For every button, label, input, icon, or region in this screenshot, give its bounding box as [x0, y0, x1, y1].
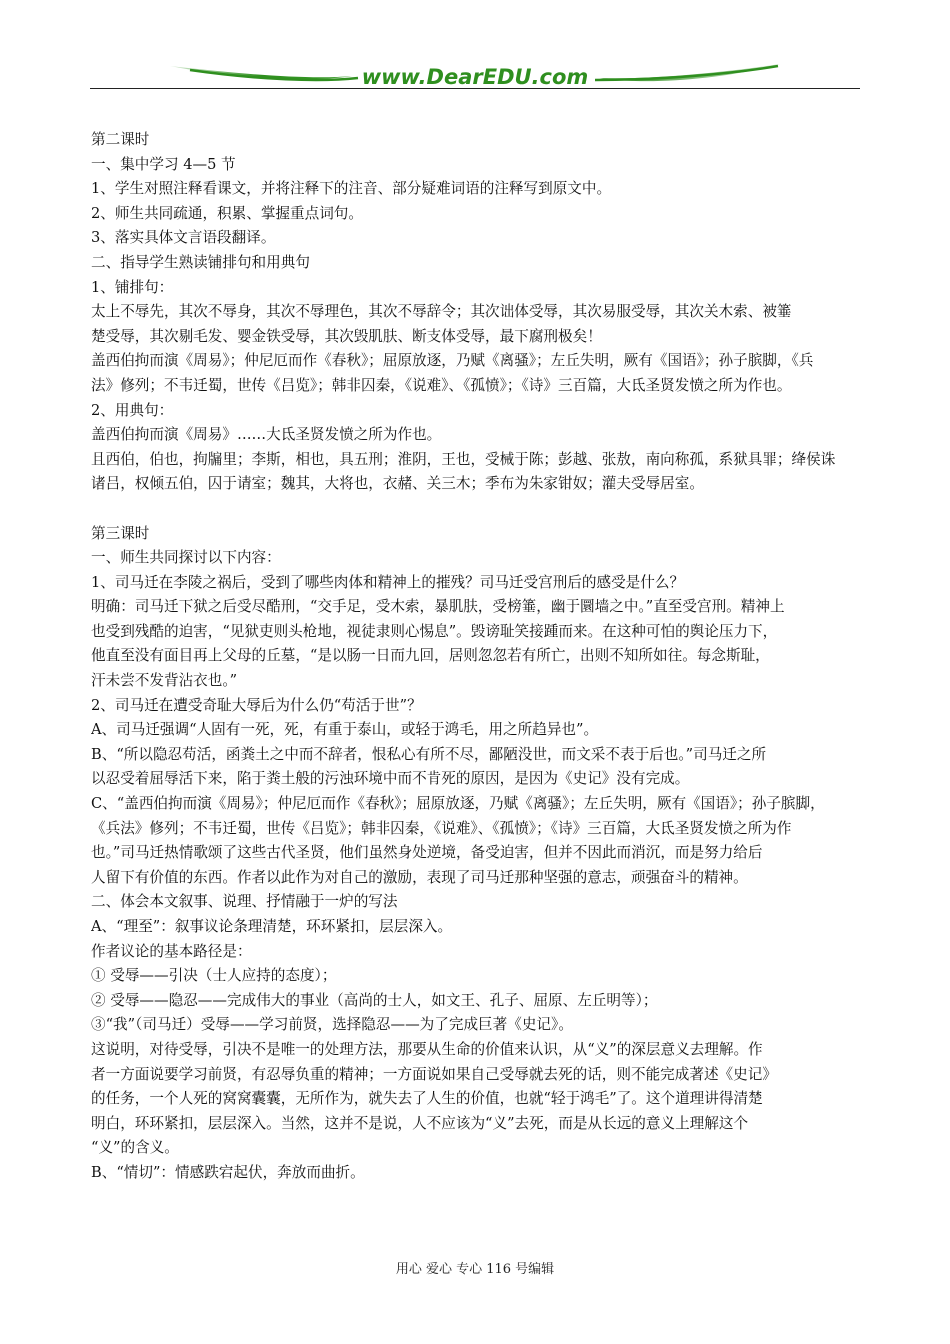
text-line: 他直至没有面目再上父母的丘墓，“是以肠一日而九回，居则忽忽若有所亡，出则不知所如往。每念斯耻， — [91, 647, 770, 665]
header-divider — [90, 88, 860, 89]
text-line: 汗未尝不发背沾衣也。” — [91, 672, 238, 690]
text-line: 楚受辱，其次剔毛发、婴金铁受辱，其次毁肌肤、断支体受辱，最下腐刑极矣！ — [91, 327, 602, 345]
text-line: 也。”司马迁热情歌颂了这些古代圣贤，他们虽然身处逆境，备受迫害，但并不因此而消沉，而是努力给后 — [91, 844, 763, 862]
text-line: ① 受辱——引决（士人应持的态度）； — [91, 967, 337, 985]
text-line: 诸吕，权倾五伯，囚于请室；魏其，大将也，衣赭、关三木；季布为朱家钳奴；灌夫受辱居室。 — [91, 475, 704, 493]
text-line: 二、指导学生熟读铺排句和用典句 — [91, 253, 310, 271]
text-line: 者一方面说要学习前贤，有忍辱负重的精神；一方面说如果自己受辱就去死的话，则不能完成著述《史记》 — [91, 1065, 777, 1083]
text-line: C、“盖西伯拘而演《周易》；仲尼厄而作《春秋》；屈原放逐，乃赋《离骚》；左丘失明，厥有《国语》；孙子膑脚， — [91, 795, 825, 813]
text-line: A、司马迁强调“人固有一死，死，有重于泰山，或轻于鸿毛，用之所趋异也”。 — [91, 721, 599, 739]
text-line: 一、集中学习 4—5 节 — [91, 155, 236, 173]
text-line: 太上不辱先，其次不辱身，其次不辱理色，其次不辱辞令；其次诎体受辱，其次易服受辱，其次关木索、被箠 — [91, 303, 792, 321]
text-line: 2、师生共同疏通，积累、掌握重点词句。 — [91, 204, 363, 222]
text-line: 明确：司马迁下狱之后受尽酷刑，“交手足，受木索，暴肌肤，受榜箠，幽于圜墙之中。”直至受宫刑。精神上 — [91, 598, 785, 616]
text-line: 2、司马迁在遭受奇耻大辱后为什么仍“苟活于世”？ — [91, 696, 422, 714]
text-line: B、“所以隐忍苟活，函粪土之中而不辞者，恨私心有所不尽，鄙陋没世，而文采不表于后也。”司马迁之所 — [91, 745, 767, 763]
text-line: 第二课时 — [91, 131, 150, 148]
text-line: 且西伯，伯也，拘牖里；李斯，相也，具五刑；淮阴，王也，受械于陈；彭越、张敖，南向称孤，系狱具罪；绛侯诛 — [91, 450, 836, 468]
text-line: 一、师生共同探讨以下内容： — [91, 549, 281, 567]
text-line: 1、学生对照注释看课文，并将注释下的注音、部分疑难词语的注释写到原文中。 — [91, 180, 612, 198]
text-line: 《兵法》修列；不韦迁蜀，世传《吕览》；韩非囚秦，《说难》、《孤愤》；《诗》三百篇，大氐圣贤发愤之所为作 — [91, 819, 792, 837]
text-line: ② 受辱——隐忍——完成伟大的事业（高尚的士人，如文王、孔子、屈原、左丘明等）； — [91, 991, 658, 1009]
text-line: 盖西伯拘而演《周易》；仲尼厄而作《春秋》；屈原放逐，乃赋《离骚》；左丘失明，厥有《国语》；孙子膑脚，《兵 — [91, 352, 814, 370]
text-line: 人留下有价值的东西。作者以此作为对自己的激励，表现了司马迁那种坚强的意志，顽强奋斗的精神。 — [91, 868, 748, 886]
text-line: “义”的含义。 — [91, 1139, 179, 1157]
text-line: 2、用典句： — [91, 401, 174, 419]
text-line: 的任务，一个人死的窝窝囊囊，无所作为，就失去了人生的价值，也就“轻于鸿毛”了。这个道理讲得清楚 — [91, 1090, 763, 1108]
page-footer: 用心 爱心 专心 116 号编辑 — [395, 1262, 555, 1277]
text-line: 法》修列；不韦迁蜀，世传《吕览》；韩非囚秦，《说难》、《孤愤》；《诗》三百篇，大氐圣贤发愤之所为作也。 — [91, 376, 792, 394]
text-line: ③“我”（司马迁）受辱——学习前贤，选择隐忍——为了完成巨著《史记》。 — [91, 1016, 573, 1034]
text-line: 1、铺排句： — [91, 278, 174, 296]
text-line: 3、落实具体文言语段翻译。 — [91, 229, 276, 247]
page-header — [90, 58, 860, 92]
dearedu-logo-banner — [90, 58, 860, 92]
document-body — [91, 128, 861, 1186]
text-line: 第三课时 — [91, 524, 150, 542]
text-line: 以忍受着屈辱活下来，陷于粪土般的污浊环境中而不肯死的原因，是因为《史记》没有完成。 — [91, 770, 690, 788]
text-line: 盖西伯拘而演《周易》……大氐圣贤发愤之所为作也。 — [91, 426, 442, 444]
text-line: B、“情切”：情感跌宕起伏，奔放而曲折。 — [91, 1163, 365, 1181]
text-line: 1、司马迁在李陵之祸后，受到了哪些肉体和精神上的摧残？司马迁受宫刑后的感受是什么？ — [91, 573, 685, 591]
text-line: 这说明，对待受辱，引决不是唯一的处理方法，那要从生命的价值来认识，从“义”的深层意义去理解。作 — [91, 1040, 763, 1058]
text-line: 作者议论的基本路径是： — [91, 942, 252, 960]
text-line: 二、体会本文叙事、说理、抒情融于一炉的写法 — [91, 893, 398, 911]
site-logo-text: www.DearEDU.com — [361, 65, 589, 89]
text-line: A、“理至”：叙事议论条理清楚，环环紧扣，层层深入。 — [91, 918, 453, 935]
blank-line — [91, 497, 861, 522]
text-line: 明白，环环紧扣，层层深入。当然，这并不是说，人不应该为“义”去死，而是从长远的意义上理解这个 — [91, 1114, 749, 1132]
text-line: 也受到残酷的迫害，“见狱吏则头枪地，视徒隶则心惕息”。毁谤耻笑接踵而来。在这种可怕的舆论压力下， — [91, 622, 778, 640]
